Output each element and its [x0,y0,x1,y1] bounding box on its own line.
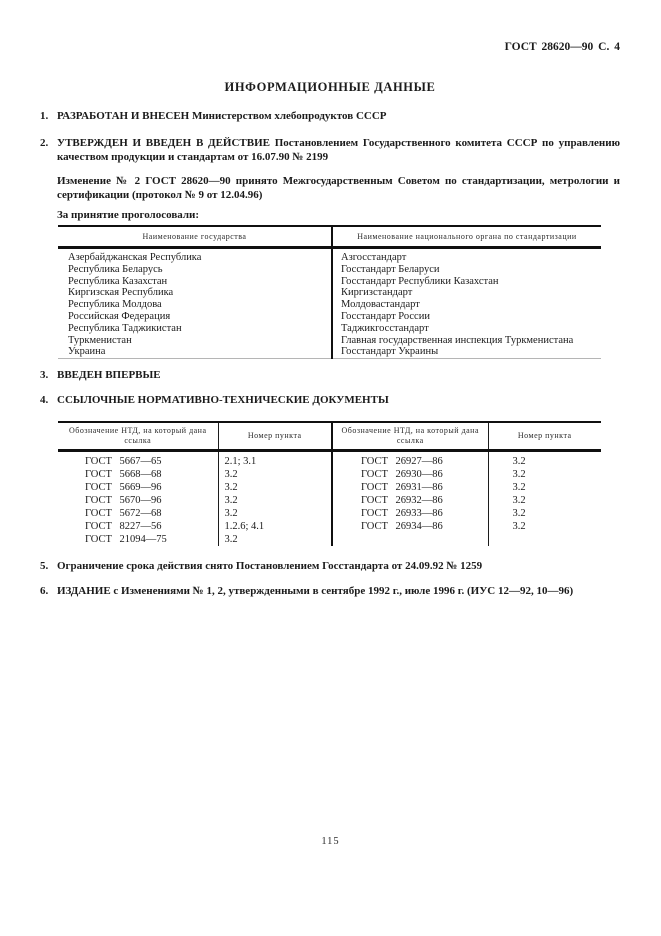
gost-cell: ГОСТ 5669—96 [58,481,218,494]
item-text: РАЗРАБОТАН И ВНЕСЕН Министерством хлебопродуктов СССР [57,110,387,122]
table-row [58,346,601,358]
item-5 [40,559,620,573]
gost-cell: ГОСТ 26931—86 [332,481,488,494]
clause-cell: 3.2 [512,482,526,494]
item-text: Ограничение срока действия снято Постановлением Госстандарта от 24.09.92 № 1259 [57,560,483,573]
vote-table-header-state: Наименование государства [58,226,332,248]
clause-cell: 2.1; 3.1 [218,451,332,469]
vote-table [58,225,601,359]
item-text: ИЗДАНИЕ с Изменениями № 1, 2, утвержденными в сентябре 1992 г., июле 1996 г. (ИУС 12—92, 10—96) [57,585,574,598]
gost-cell: ГОСТ 26933—86 [332,507,488,520]
table-row [58,335,601,347]
gost-cell: ГОСТ 8227—56 [58,520,218,533]
gost-cell [332,533,488,546]
item-text: ССЫЛОЧНЫЕ НОРМАТИВНО-ТЕХНИЧЕСКИЕ ДОКУМЕНТЫ [57,394,389,407]
state-cell: Азербайджанская Республика [58,248,332,264]
ref-table-header-num-right: Номер пункта [488,422,601,451]
gost-cell: ГОСТ 26930—86 [332,468,488,481]
org-cell: Молдовастандарт [341,299,420,311]
item-text: УТВЕРЖДЕН И ВВЕДЕН В ДЕЙСТВИЕ Постановлением Государственного комитета СССР по управлению качеством продукции и стандартам от 16.07.90 № 2199 [57,137,620,163]
state-cell: Республика Казахстан [58,276,332,288]
table-row [58,481,601,494]
item-number: 1. [40,110,49,122]
state-cell: Киргизская Республика [58,287,332,299]
gost-cell: ГОСТ 5670—96 [58,494,218,507]
doc-header: ГОСТ 28620—90 С. 4 [504,41,620,53]
item-number: 5. [40,560,49,573]
vote-intro: За принятие проголосовали: [57,209,200,221]
clause-cell: 3.2 [512,495,526,507]
item-3 [40,368,620,382]
table-row [58,323,601,335]
gost-cell: ГОСТ 5668—68 [58,468,218,481]
page-number: 115 [321,836,340,847]
clause-cell: 3.2 [512,469,526,481]
item-number: 3. [40,369,49,382]
org-cell: Киргизстандарт [341,287,413,299]
ref-table-header-ntd-left: Обозначение НТД, на который дана ссылка [58,422,218,451]
state-cell: Украина [58,346,332,358]
ref-table-header-num-left: Номер пункта [218,422,332,451]
table-row [58,507,601,520]
page-title: ИНФОРМАЦИОННЫЕ ДАННЫЕ [224,80,436,94]
table-row [58,533,601,546]
item-1 [40,109,620,123]
table-row [58,276,601,288]
clause-cell [488,533,601,546]
org-cell: Азгосстандарт [341,252,407,263]
org-cell: Госстандарт Республики Казахстан [341,275,499,287]
gost-cell: ГОСТ 21094—75 [58,533,218,546]
item-2 [40,136,620,164]
table-row [58,494,601,507]
state-cell: Туркменистан [58,335,332,347]
item-6 [40,584,620,598]
item-number: 6. [40,585,49,598]
gost-cell: ГОСТ 5667—65 [58,451,218,469]
clause-cell: 3.2 [218,507,332,520]
table-row [58,299,601,311]
gost-cell: ГОСТ 26934—86 [332,520,488,533]
clause-cell: 3.2 [218,468,332,481]
item-text: ВВЕДЕН ВПЕРВЫЕ [57,369,161,382]
org-cell: Главная государственная инспекция Туркменистана [341,334,574,346]
table-row [58,451,601,469]
state-cell: Республика Беларусь [58,264,332,276]
ref-table [58,421,601,546]
item-number: 2. [40,137,49,149]
table-row [58,287,601,299]
gost-cell: ГОСТ 26927—86 [332,451,488,469]
org-cell: Госстандарт Беларуси [341,263,440,275]
state-cell: Республика Таджикистан [58,323,332,335]
state-cell: Российская Федерация [58,311,332,323]
table-row [58,311,601,323]
org-cell: Госстандарт Украины [341,346,439,358]
vote-table-header-org: Наименование национального органа по стандартизации [332,226,601,248]
ref-table-header-ntd-right: Обозначение НТД, на который дана ссылка [332,422,488,451]
table-row [58,264,601,276]
table-row [58,468,601,481]
state-cell: Республика Молдова [58,299,332,311]
item-number: 4. [40,394,49,407]
vote-table-header-row [58,226,601,248]
gost-cell: ГОСТ 5672—68 [58,507,218,520]
amendment-paragraph: Изменение № 2 ГОСТ 28620—90 принято Межгосударственным Советом по стандартизации, метрологии и сертификации (протокол № 9 от 12.04.96) [57,175,620,201]
clause-cell: 1.2.6; 4.1 [218,520,332,533]
clause-cell: 3.2 [218,533,332,546]
clause-cell: 3.2 [512,456,526,468]
table-row [58,520,601,533]
gost-cell: ГОСТ 26932—86 [332,494,488,507]
ref-table-header-row [58,422,601,451]
table-row [58,248,601,264]
item-4 [40,393,620,407]
clause-cell: 3.2 [512,508,526,520]
org-cell: Госстандарт России [341,310,430,322]
clause-cell: 3.2 [218,481,332,494]
clause-cell: 3.2 [512,521,526,533]
org-cell: Таджикгосстандарт [341,322,429,334]
clause-cell: 3.2 [218,494,332,507]
